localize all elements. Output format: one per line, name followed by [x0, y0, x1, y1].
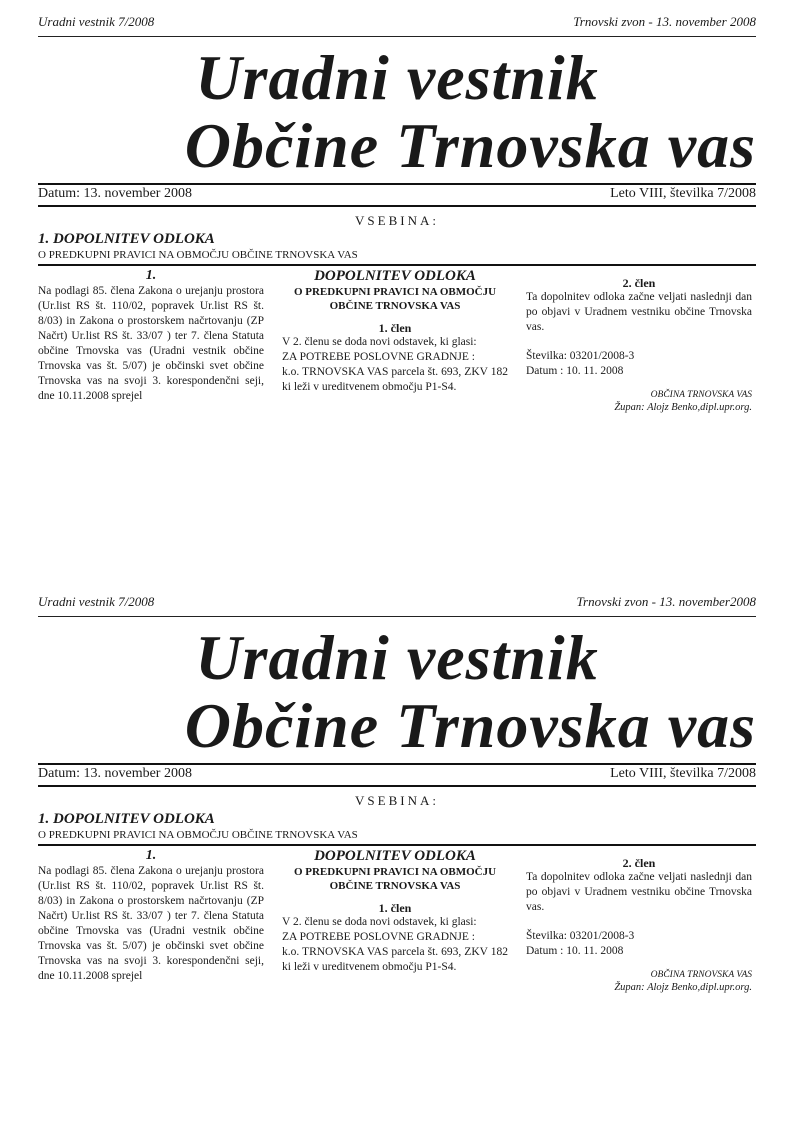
contents-label: VSEBINA: — [355, 213, 439, 228]
issue-number: Leto VIII, številka 7/2008 — [610, 766, 756, 781]
masthead — [38, 43, 756, 181]
article-1-text: V 2. členu se doda novi odstavek, ki glasi: — [282, 916, 477, 928]
gazette-page-top — [38, 14, 756, 414]
preamble-text: Na podlagi 85. člena Zakona o urejanju prostora (Ur.list RS št. 110/02, popravek Ur.list RS št. 8/03) in Zakona o prostorskem načrtovanju (ZP Načrt) Ur.list RS št. 33/07 ) ter 7. člena Statuta občine Trnovska vas (Uradni vestnik občine Trnovska vas št. 5/07) je občinski svet občine Trnovska vas na svoji 3. korespondenčni seji, dne 10.11.2008 sprejel — [38, 285, 264, 402]
signature-municipality: OBČINA TRNOVSKA VAS — [650, 970, 752, 980]
column-preamble — [38, 268, 264, 414]
article-2-heading: 2. člen — [622, 276, 656, 290]
signature-mayor: Župan: Alojz Benko,dipl.upr.org. — [614, 402, 752, 413]
column-heading: 1. — [145, 848, 157, 863]
issue-date: Datum: 13. november 2008 — [38, 766, 192, 781]
article-1-heading: 1. člen — [378, 901, 412, 915]
masthead-line1: Uradni vestnik — [195, 42, 599, 113]
ordinance-title: DOPOLNITEV ODLOKA — [314, 848, 476, 864]
signature-mayor: Župan: Alojz Benko,dipl.upr.org. — [614, 982, 752, 993]
column-heading: 1. — [145, 268, 157, 283]
divider — [38, 844, 756, 846]
contents-label: VSEBINA: — [355, 793, 439, 808]
ordinance-subtitle: O PREDKUPNI PRAVICI NA OBMOČJU OBČINE TRNOVSKA VAS — [293, 286, 497, 312]
article-1-subheading: ZA POTREBE POSLOVNE GRADNJE : — [282, 351, 475, 363]
column-closing — [526, 848, 752, 994]
article-1-text: V 2. členu se doda novi odstavek, ki glasi: — [282, 336, 477, 348]
date-row — [38, 763, 756, 787]
running-header — [38, 14, 756, 37]
article-1-heading: 1. člen — [378, 321, 412, 335]
running-header — [38, 594, 756, 617]
issue-number: Leto VIII, številka 7/2008 — [610, 186, 756, 201]
toc-subtitle: O PREDKUPNI PRAVICI NA OBMOČJU OBČINE TRNOVSKA VAS — [38, 249, 358, 261]
reference-number: Številka: 03201/2008-3 — [526, 350, 635, 362]
signature-municipality: OBČINA TRNOVSKA VAS — [650, 390, 752, 400]
masthead-line2: Občine Trnovska vas — [184, 110, 756, 181]
article-columns — [38, 268, 756, 414]
preamble-text: Na podlagi 85. člena Zakona o urejanju prostora (Ur.list RS št. 110/02, popravek Ur.list RS št. 8/03) in Zakona o prostorskem načrtovanju (ZP Načrt) Ur.list RS št. 33/07 ) ter 7. člena Statuta občine Trnovska vas (Uradni vestnik občine Trnovska vas št. 5/07) je občinski svet občine Trnovska vas na svoji 3. korespondenčni seji, dne 10.11.2008 sprejel — [38, 865, 264, 982]
article-2-text: Ta dopolnitev odloka začne veljati naslednji dan po objavi v Uradnem vestniku občine Trnovska vas. — [526, 871, 752, 913]
column-preamble — [38, 848, 264, 994]
reference-number: Številka: 03201/2008-3 — [526, 930, 635, 942]
masthead — [38, 623, 756, 761]
running-header-left: Uradni vestnik 7/2008 — [38, 594, 155, 609]
toc-title: 1. DOPOLNITEV ODLOKA — [38, 811, 215, 827]
reference-date: Datum : 10. 11. 2008 — [526, 945, 624, 957]
ordinance-title: DOPOLNITEV ODLOKA — [314, 268, 476, 284]
column-ordinance — [282, 848, 508, 994]
article-1-subheading: ZA POTREBE POSLOVNE GRADNJE : — [282, 931, 475, 943]
running-header-right: Trnovski zvon - 13. november2008 — [576, 594, 756, 609]
article-2-text: Ta dopolnitev odloka začne veljati naslednji dan po objavi v Uradnem vestniku občine Trnovska vas. — [526, 291, 752, 333]
toc-title: 1. DOPOLNITEV ODLOKA — [38, 231, 215, 247]
reference-date: Datum : 10. 11. 2008 — [526, 365, 624, 377]
article-columns — [38, 848, 756, 994]
column-ordinance — [282, 268, 508, 414]
article-1-parcel: k.o. TRNOVSKA VAS parcela št. 693, ZKV 182 ki leži v ureditvenem območju P1-S4. — [282, 366, 508, 393]
issue-date: Datum: 13. november 2008 — [38, 186, 192, 201]
ordinance-subtitle: O PREDKUPNI PRAVICI NA OBMOČJU OBČINE TRNOVSKA VAS — [293, 866, 497, 892]
masthead-line1: Uradni vestnik — [195, 622, 599, 693]
article-2-heading: 2. člen — [622, 856, 656, 870]
gazette-page-bottom — [38, 594, 756, 994]
running-header-right: Trnovski zvon - 13. november 2008 — [573, 14, 756, 29]
masthead-line2: Občine Trnovska vas — [184, 690, 756, 761]
toc-subtitle: O PREDKUPNI PRAVICI NA OBMOČJU OBČINE TRNOVSKA VAS — [38, 829, 358, 841]
article-1-parcel: k.o. TRNOVSKA VAS parcela št. 693, ZKV 182 ki leži v ureditvenem območju P1-S4. — [282, 946, 508, 973]
date-row — [38, 183, 756, 207]
divider — [38, 264, 756, 266]
column-closing — [526, 268, 752, 414]
running-header-left: Uradni vestnik 7/2008 — [38, 14, 155, 29]
